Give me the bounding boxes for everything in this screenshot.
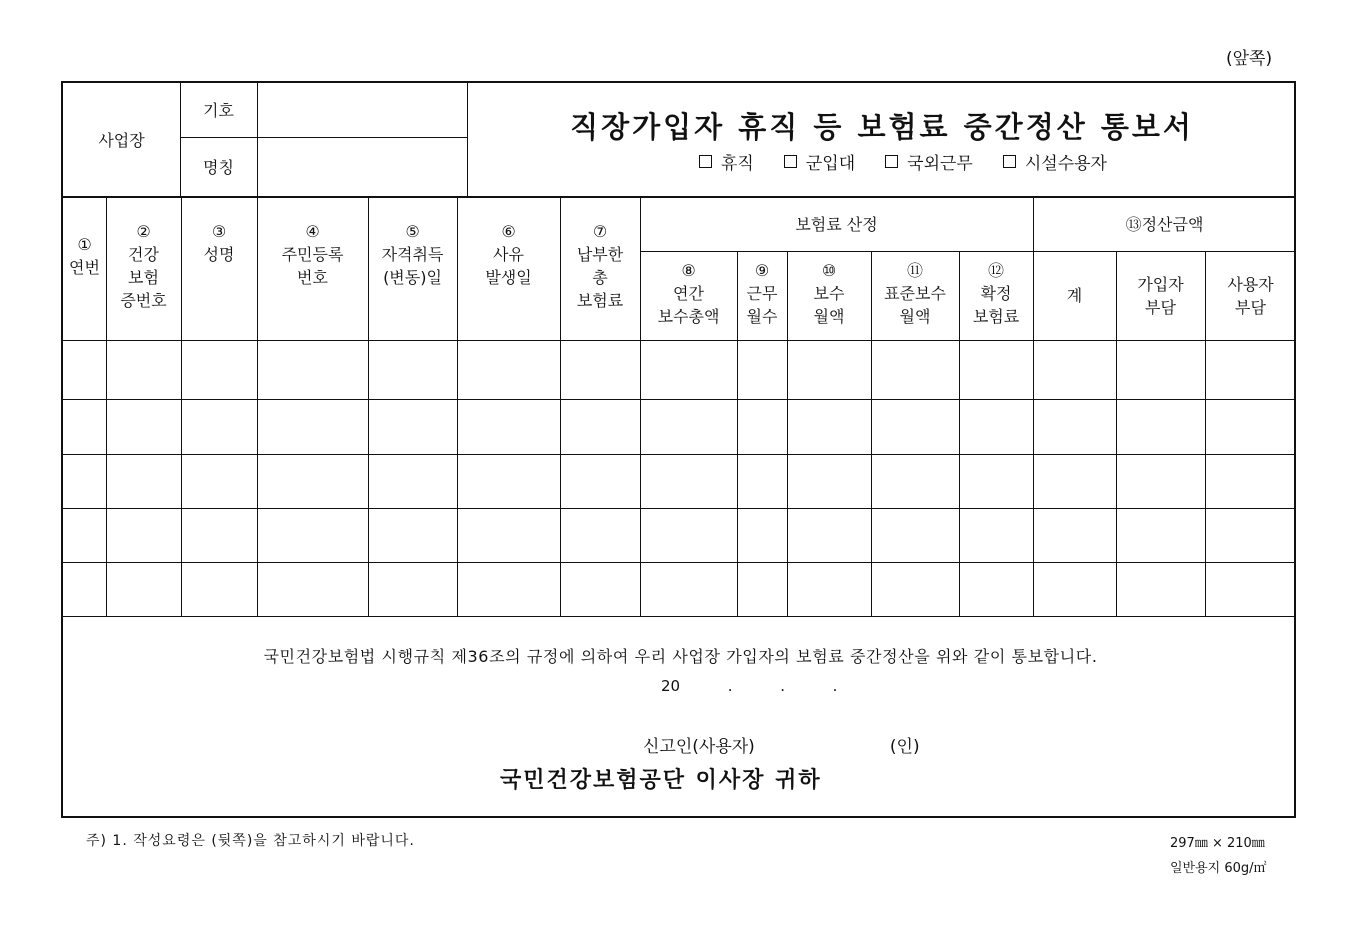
table-row[interactable] <box>63 341 1296 399</box>
workplace-name-field[interactable] <box>257 137 467 197</box>
col-insurance-card-no: ② 건강 보험 증번호 <box>120 222 167 310</box>
declaration-text: 국민건강보험법 시행규칙 제36조의 규정에 의하여 우리 사업장 가입자의 보험료 중간정산을 위와 같이 통보합니다. <box>263 647 1098 666</box>
checkbox-label: 휴직 <box>721 154 754 174</box>
col-total-paid-premium: ⑦ 납부한 총 보험료 <box>576 222 624 310</box>
col-monthly-pay: ⑩ 보수 월액 <box>813 261 845 326</box>
front-page-mark: (앞쪽) <box>1226 49 1273 69</box>
group-premium-calculation: 보험료 산정 <box>795 215 878 234</box>
checkbox-label: 국외근무 <box>907 154 973 174</box>
checkbox-square-icon[interactable] <box>1003 155 1016 168</box>
checkbox-military[interactable] <box>784 149 855 174</box>
checkbox-square-icon[interactable] <box>885 155 898 168</box>
group-settlement-amount: ⑬정산금액 <box>1125 215 1204 234</box>
col-work-months: ⑨ 근무 월수 <box>746 261 778 326</box>
col-reason-date: ⑥ 사유 발생일 <box>485 222 532 287</box>
reason-checkbox-group <box>699 149 1107 174</box>
paper-type: 일반용지 60g/㎡ <box>1170 861 1267 876</box>
workplace-label: 사업장 <box>98 130 145 150</box>
checkbox-square-icon[interactable] <box>699 155 712 168</box>
workplace-code-label: 기호 <box>203 100 234 120</box>
report-date-line[interactable]: 20 . . . <box>661 677 838 695</box>
table-row[interactable] <box>63 455 1296 508</box>
checkbox-leave[interactable] <box>699 149 754 174</box>
checkbox-overseas[interactable] <box>885 149 973 174</box>
checkbox-label: 군입대 <box>805 154 856 174</box>
checkbox-institution[interactable] <box>1003 149 1107 174</box>
col-employer-share: 사용자 부담 <box>1227 274 1274 317</box>
table-row[interactable] <box>63 563 1296 616</box>
col-acquisition-date: ⑤ 자격취득 (변동)일 <box>381 222 444 287</box>
workplace-name-label: 명칭 <box>203 157 234 177</box>
addressee: 국민건강보험공단 이사장 귀하 <box>500 768 822 793</box>
footnote: 주) 1. 작성요령은 (뒷쪽)을 참고하시기 바랍니다. <box>86 833 415 849</box>
col-name: ③ 성명 <box>203 222 235 264</box>
col-settlement-total: 계 <box>1066 286 1083 305</box>
checkbox-label: 시설수용자 <box>1024 154 1107 174</box>
reporter-signature-line[interactable]: 신고인(사용자) (인) <box>643 737 920 757</box>
col-standard-monthly-pay: ⑪ 표준보수 월액 <box>884 261 946 326</box>
table-row[interactable] <box>63 400 1296 454</box>
form-title: 직장가입자 휴직 등 보험료 중간정산 통보서 <box>570 110 1194 144</box>
col-annual-pay-total: ⑧ 연간 보수총액 <box>657 261 720 326</box>
col-resident-no: ④ 주민등록 번호 <box>281 222 344 287</box>
col-subscriber-share: 가입자 부담 <box>1137 274 1184 317</box>
notice-form <box>61 81 1296 818</box>
col-serial-no: ① 연번 <box>69 235 100 277</box>
checkbox-square-icon[interactable] <box>784 155 797 168</box>
table-row[interactable] <box>63 509 1296 562</box>
paper-size: 297㎜ × 210㎜ <box>1170 836 1265 851</box>
workplace-code-field[interactable] <box>257 83 467 137</box>
col-confirmed-premium: ⑫ 확정 보험료 <box>972 261 1020 326</box>
